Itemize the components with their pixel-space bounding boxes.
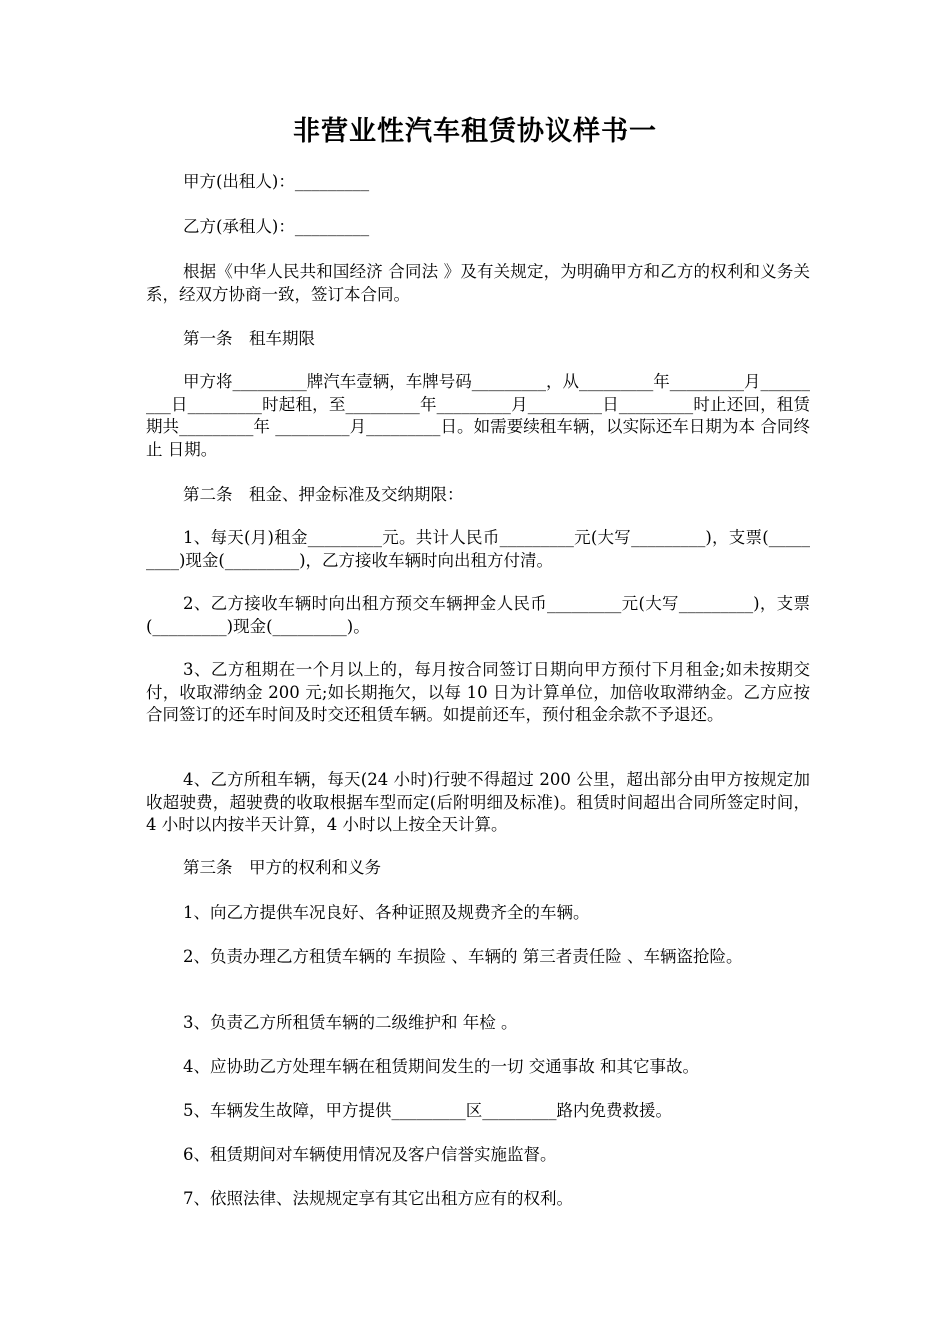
article3-item-7: 7、依照法律、法规规定享有其它出租方应有的权利。 xyxy=(183,1189,573,1208)
article3-item-1: 1、向乙方提供车况良好、各种证照及规费齐全的车辆。 xyxy=(183,903,590,922)
article3-item-4: 4、应协助乙方处理车辆在租赁期间发生的一切 交通事故 和其它事故。 xyxy=(183,1057,699,1076)
party-b-line: 乙方(承租人)：_________ xyxy=(183,217,370,236)
document-title: 非营业性汽车租赁协议样书一 xyxy=(293,116,657,147)
article1-body: 甲方将_________牌汽车壹辆，车牌号码_________，从_________年_________月_________日_________时起租，至_________年_________月_________日_________时止还回，租赁期共_________年 _________月_________日。如需要续租车辆，以实际还车日期为本 合同终止 日期。 xyxy=(146,372,810,459)
intro-paragraph: 根据《中华人民共和国经济 合同法 》及有关规定，为明确甲方和乙方的权利和义务关系，经双方协商一致，签订本合同。 xyxy=(146,262,810,304)
article3-item-5: 5、车辆发生故障，甲方提供_________区_________路内免费救援。 xyxy=(183,1101,672,1120)
article2-item-4: 4、乙方所租车辆，每天(24 小时)行驶不得超过 200 公里，超出部分由甲方按规定加收超驶费，超驶费的收取根据车型而定(后附明细及标准)。租赁时间超出合同所签定时间，4 小时以内按半天计算，4 小时以上按全天计算。 xyxy=(146,770,810,834)
article2-item-3: 3、乙方租期在一个月以上的，每月按合同签订日期向甲方预付下月租金;如未按期交付，收取滞纳金 200 元;如长期拖欠，以每 10 日为计算单位，加倍收取滞纳金。乙方应按合同签订的还车时间及时交还租赁车辆。如提前还车，预付租金余款不予退还。 xyxy=(146,660,810,724)
article3-item-6: 6、租赁期间对车辆使用情况及客户信誉实施监督。 xyxy=(183,1145,557,1164)
article3-item-3: 3、负责乙方所租赁车辆的二级维护和 年检 。 xyxy=(183,1013,518,1032)
party-a-line: 甲方(出租人)：_________ xyxy=(183,172,370,191)
article3-heading: 第三条 甲方的权利和义务 xyxy=(183,858,381,877)
article3-item-2: 2、负责办理乙方租赁车辆的 车损险 、车辆的 第三者责任险 、车辆盗抢险。 xyxy=(183,947,743,966)
article2-item-1: 1、每天(月)租金_________元。共计人民币_________元(大写_________)，支票(_________)现金(_________)，乙方接收车辆时向出租方付清。 xyxy=(146,528,810,570)
article1-heading: 第一条 租车期限 xyxy=(183,329,315,348)
article2-item-2: 2、乙方接收车辆时向出租方预交车辆押金人民币_________元(大写_________)，支票(_________)现金(_________)。 xyxy=(146,594,810,636)
article2-heading: 第二条 租金、押金标准及交纳期限： xyxy=(183,485,464,504)
